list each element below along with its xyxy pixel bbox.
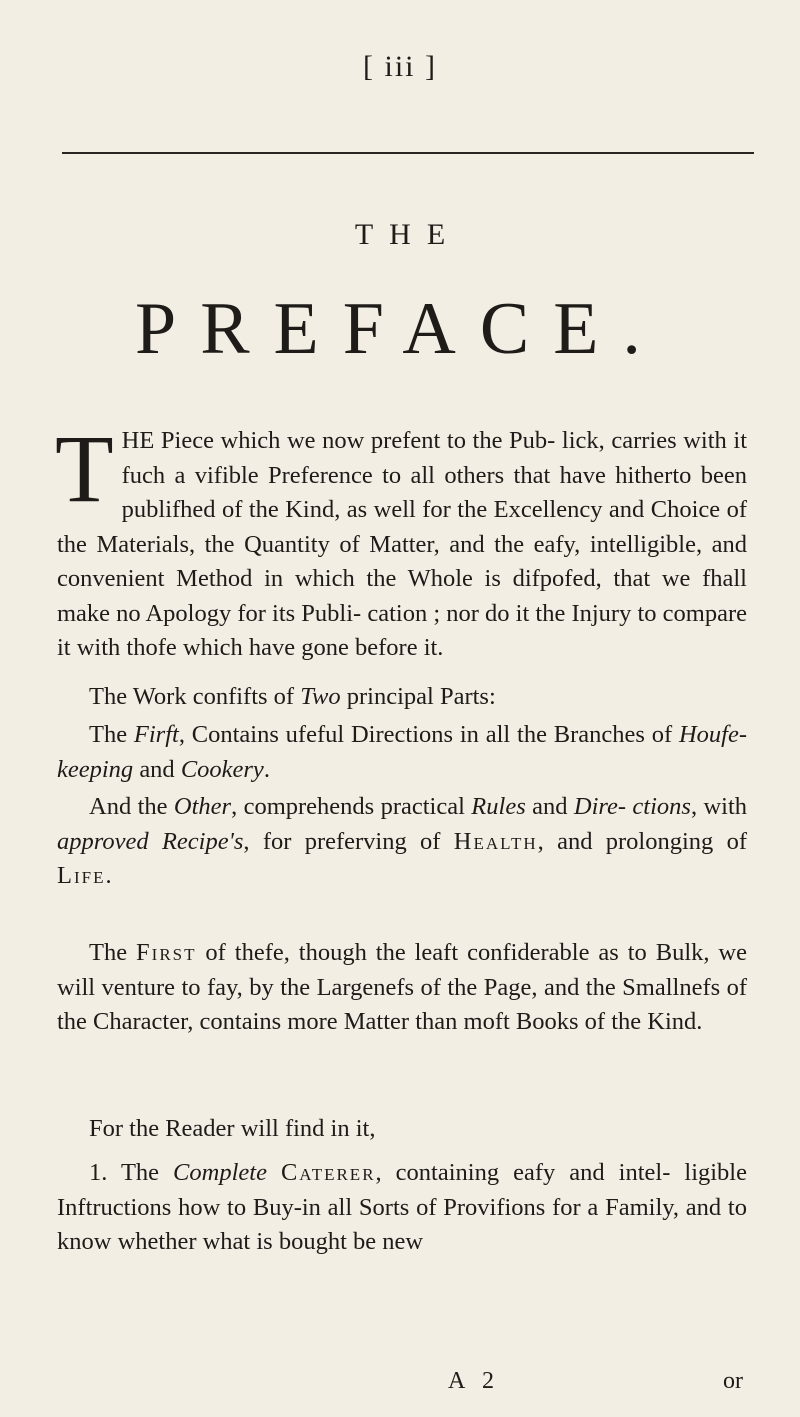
text-run (267, 1159, 281, 1186)
small-caps-run: Life (57, 862, 106, 889)
paragraph-caterer (57, 1156, 747, 1260)
text-run: . (105, 862, 112, 889)
small-caps-run: Caterer (280, 1159, 376, 1186)
paragraph-parts (57, 680, 747, 715)
paragraph-other-part (57, 790, 747, 894)
header-rule (62, 152, 754, 154)
paragraph-intro (55, 415, 747, 666)
italic-run: Other (173, 793, 232, 820)
page-number: [ iii ] (363, 50, 437, 83)
text-run: of thefe, though the leaft confiderable as to Bulk, we will venture to fay, by the Largenefs of the Page, and the Smallnefs of the Character, contains more Matter than moft Books of the Kind. (57, 939, 748, 1035)
text-run: principal Parts: (340, 683, 496, 710)
italic-run: Cookery (180, 755, 264, 783)
text-run: And the (89, 793, 174, 820)
text-run: The (89, 721, 134, 748)
small-caps-run: First (136, 939, 197, 966)
page-title: PREFACE. (135, 288, 665, 370)
italic-run: Firft (133, 721, 179, 748)
intro-text: HE Piece which we now prefent to the Pub- lick, carries with it fuch a vifible Preference to all others that have hitherto been publifhed of the Kind, as well for the Excellency and Choice of the Materials, the Quantity of Matter, and the eafy, intelligible, and convenient Method in which the Whole is difpofed, that we fhall make no Apology for its Publi- cation ; nor do it the Injury to compare it with thofe which have gone before it. (57, 427, 747, 661)
text-run: and (525, 793, 574, 820)
paragraph-first-bulk (57, 936, 747, 1040)
small-caps-run: Health (453, 827, 538, 855)
catchword: or (723, 1368, 743, 1394)
italic-run: approved Recipe's (57, 827, 244, 855)
drop-cap: T (55, 415, 114, 522)
signature-mark: A 2 (448, 1368, 501, 1394)
text-run: , containing eafy and intel- ligible Inftructions how to Buy-in all Sorts of Provifions for a Family, and to know whether what is bought be new (57, 1159, 747, 1255)
text-run: , with (690, 793, 748, 820)
italic-run: Complete (173, 1159, 267, 1186)
text-run: 1. The (89, 1159, 174, 1186)
italic-run: Two (300, 683, 341, 710)
text-run: The (89, 939, 137, 966)
text-run: , and prolonging of (537, 827, 748, 855)
text-run: , comprehends practical (231, 793, 472, 820)
paragraph-reader (57, 1112, 747, 1147)
paragraph-first-part (57, 718, 747, 787)
text-run: , for preferving of (243, 827, 454, 855)
text-run: For the Reader will find in it, (89, 1115, 376, 1142)
italic-run: Rules (471, 793, 526, 820)
italic-run: Dire- ctions (573, 793, 691, 820)
text-run: , Contains ufeful Directions in all the Branches of (178, 721, 679, 748)
text-run: The Work confifts of (89, 683, 301, 710)
title-article: THE (354, 218, 462, 251)
text-run: . (263, 755, 270, 783)
text-run: and (133, 755, 181, 783)
italic-run: Houfe-keeping (57, 721, 747, 783)
